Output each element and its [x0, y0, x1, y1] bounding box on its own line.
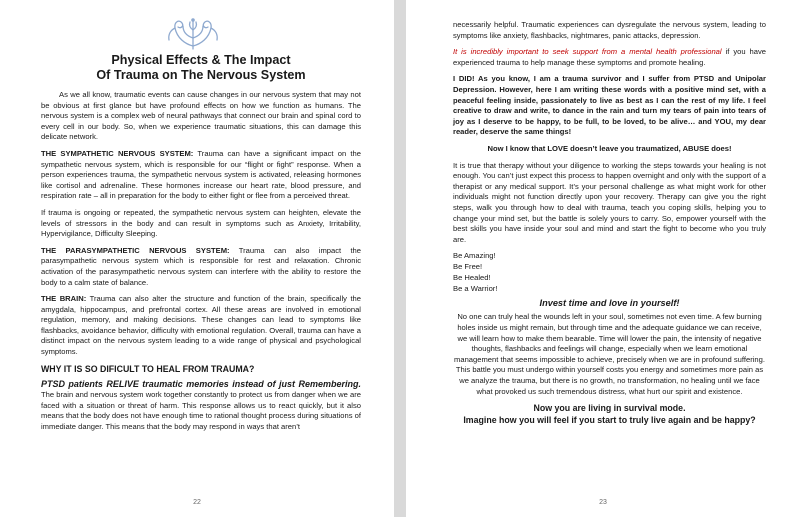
closing-line-1: Now you are living in survival mode.: [533, 403, 686, 414]
right-body: [453, 20, 766, 426]
therapy-paragraph: It is true that therapy without your diligence to working the steps towards your healing is not enough. You can’t just expect this process to happen overnight and only with the support of a therapist or any medical support. It’s your personal challenge as what might work for other individuals might not function directly upon your recovery. Therapy can give you the right steps, walk you through how to deal with trauma, teach you coping skills, helping you to change your mind set, but the battle is solely yours to carry. So, empower yourself with the best skills you have inside your soul and mind and start the fight to become who you truly are.: [453, 160, 766, 244]
brain-paragraph: [41, 294, 361, 358]
page-number-left: 22: [193, 499, 201, 506]
sympathetic-heading: THE SYMPATHETIC NERVOUS SYSTEM:: [41, 148, 194, 158]
closing-line-2: Imagine how you will feel if you start to truly live again and be happy?: [463, 415, 756, 426]
closing-lines: [453, 402, 766, 426]
left-page: [0, 0, 394, 517]
right-page: [406, 0, 800, 517]
affirmation-item: Be a Warrior!: [453, 283, 498, 293]
ptsd-text: The brain and nervous system work together constantly to protect us from danger when we are faced with a situation or threat of harm. This response allows us to react quickly, but it also means that the body does not have enough time to rational thought process during situations of immediate danger. This means that the body may respond in ways that aren’t: [41, 390, 361, 432]
ongoing-paragraph: If trauma is ongoing or repeated, the sympathetic nervous system can heighten, elevate the levels of stressors in the body and can result in symptoms such as Anxiety, Irritability, Hypervigilance, Difficulty Sleeping.: [41, 207, 361, 239]
support-text: if you have experienced trauma to help manage these symptoms and promote healing.: [453, 47, 766, 67]
testimony-paragraph: I DID! As you know, I am a trauma survivor and I suffer from PTSD and Unipolar Depression. However, here I am writing these words with a positive mind set, with a peaceful feeling inside, passionately to live as best as I can the rest of my life. I feel creative to draw and write, to dance in the rain and turn my tears of pain into tears of joy as I deserve to be happy, to be full, to be loved, to be alive… and YOU, my dear reader, deserve the same things!: [453, 74, 766, 137]
floral-ornament-icon: [165, 16, 221, 52]
sympathetic-paragraph: [41, 149, 361, 202]
continuation-paragraph: necessarily helpful. Traumatic experiences can dysregulate the nervous system, leading to symptoms like anxiety, flashbacks, nightmares, panic attacks, depression.: [453, 20, 766, 40]
affirmation-item: Be Healed!: [453, 272, 491, 282]
invest-heading: Invest time and love in yourself!: [539, 298, 680, 309]
love-line: Now I know that LOVE doesn’t leave you traumatized, ABUSE does!: [487, 143, 732, 153]
brain-heading: THE BRAIN:: [41, 294, 87, 304]
left-body: [41, 90, 361, 433]
affirmations-list: [453, 251, 766, 294]
support-paragraph: [453, 47, 766, 68]
affirmation-item: Be Free!: [453, 262, 483, 272]
ptsd-lead: PTSD patients RELIVE traumatic memories instead of just Remembering.: [41, 378, 361, 389]
intro-paragraph: As we all know, traumatic events can cause changes in our nervous system that may not be obvious at first glance but have profound effects on how we function as humans. The nervous system is a complex web of neural pathways that connect our brain and spinal cord to every cell in our body. So, when we experience traumatic situations, this can damage this delicate network.: [41, 90, 361, 142]
affirmation-item: Be Amazing!: [453, 251, 496, 261]
ptsd-paragraph: [41, 379, 361, 433]
section-heading: WHY IT IS SO DIFICULT TO HEAL FROM TRAUMA?: [41, 363, 255, 374]
healing-paragraph: No one can truly heal the wounds left in your soul, sometimes not even time. A few burning holes inside us might remain, but through time and the adequate guidance we can receive, we will learn how to make them bearable. Time will lower the pain, the intensity of negative thoughts, flashbacks and feelings will change, especially when we learn emotional management that seems impossible to achieve, precisely when we are in profound suffering. This battle you must undergo within yourself costs you energy and sometimes more pain as we analyze the trauma, but there is no growth, no transformation, no healing until we face what provoked us such tremendous distress, what hurt our spirit and existence.: [454, 312, 765, 396]
brain-text: Trauma can also alter the structure and function of the brain, specifically the amygdala, hippocampus, and prefrontal cortex. All these areas are involved in emotional regulation, memory, and making decisions. These changes can lead to symptoms like flashbacks, avoidance behavior, difficulty with emotional regulation. Overall, trauma can have a distinct impact on the nervous system leading to a wide range of physical and psychological symptoms.: [41, 294, 361, 357]
title-line-1: Physical Effects & The Impact: [111, 53, 291, 67]
page-number-right: 23: [599, 499, 607, 506]
page-title: [41, 53, 361, 83]
parasympathetic-text: Trauma can also impact the parasympathetic nervous system which is responsible for rest and relaxation. Chronic activation of the parasympathetic nervous system can interfere with the ability to restore the body to a calm state of balance.: [41, 245, 361, 287]
parasympathetic-heading: THE PARASYMPATHETIC NERVOUS SYSTEM:: [41, 245, 230, 255]
parasympathetic-paragraph: [41, 246, 361, 288]
sympathetic-text: Trauma can have a significant impact on the sympathetic nervous system, which is responsible for our “flight or fight” response. When a person experiences trauma, the sympathetic nervous system is activated, releasing hormones like cortisol and adrenaline. These hormones increase our heart rate, blood pressure, and respiration rate – all in preparation for the body to either fight or flee from a perceived threat.: [41, 148, 361, 201]
support-emphasis: It is incredibly important to seek support from a mental health professional: [453, 47, 722, 57]
title-line-2: Of Trauma on The Nervous System: [96, 68, 306, 82]
